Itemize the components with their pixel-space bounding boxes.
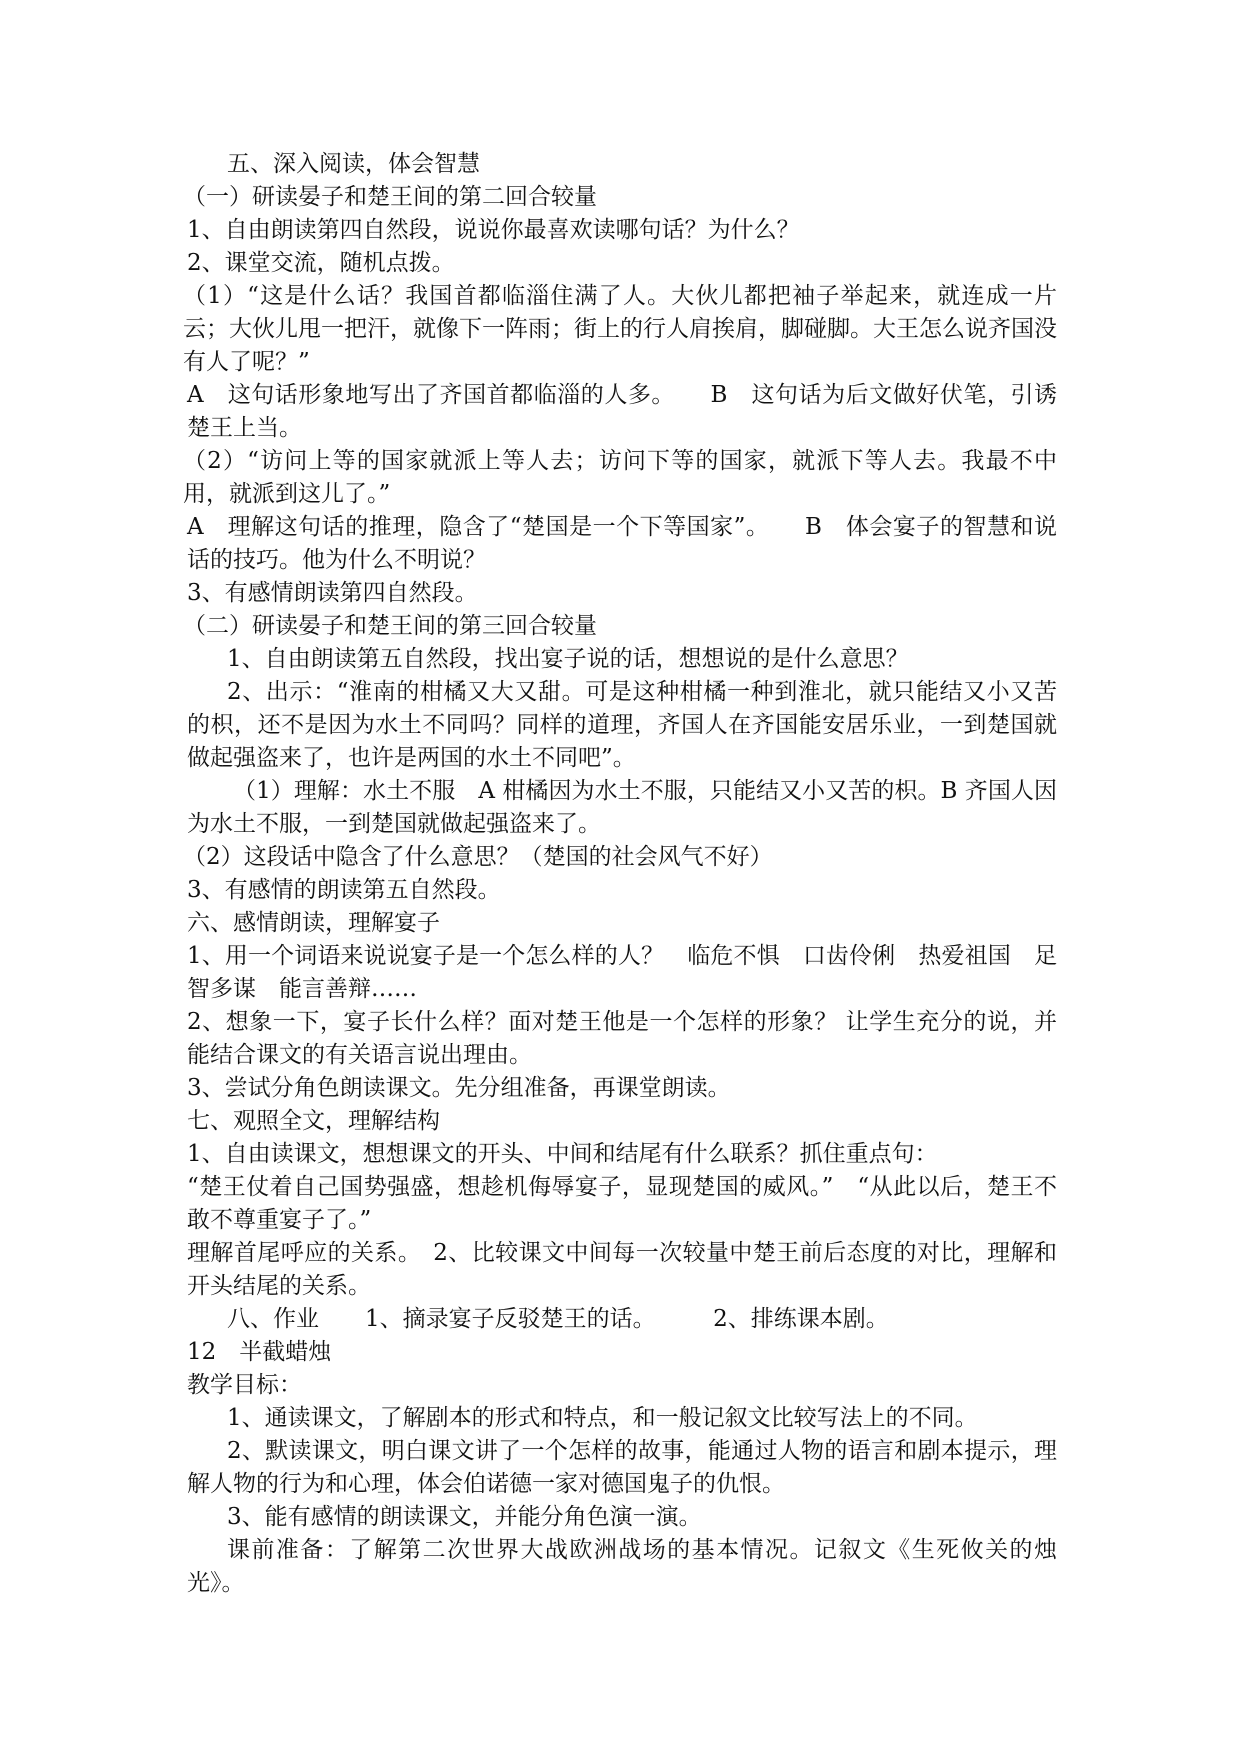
paragraph: “楚王仗着自己国势强盛，想趁机侮辱宴子，显现楚国的威风。” “从此以后，楚王不敢不尊重宴子了。” <box>187 1174 1057 1233</box>
section-eight-title: 八、作业 1、摘录宴子反驳楚王的话。 2、排练课本剧。 <box>227 1306 889 1332</box>
paragraph: 2、出示：“淮南的柑橘又大又甜。可是这种柑橘一种到淮北，就只能结又小又苦的枳，还不是因为水土不同吗？同样的道理，齐国人在齐国能安居乐业，一到楚国就做起强盗来了，也许是两国的水土不同吧”。 <box>187 679 1057 771</box>
paragraph: 1、用一个词语来说说宴子是一个怎么样的人？ 临危不惧 口齿伶俐 热爱祖国 足智多谋 能言善辩…… <box>187 943 1057 1002</box>
teaching-goals-label: 教学目标： <box>187 1372 302 1398</box>
paragraph: A 这句话形象地写出了齐国首都临淄的人多。 B 这句话为后文做好伏笔，引诱楚王上当。 <box>187 382 1057 441</box>
paragraph: 1、自由读课文，想想课文的开头、中间和结尾有什么联系？抓住重点句： <box>187 1141 938 1167</box>
paragraph: 理解首尾呼应的关系。 2、比较课文中间每一次较量中楚王前后态度的对比，理解和开头结尾的关系。 <box>187 1240 1057 1299</box>
section-six-title: 六、感情朗读，理解宴子 <box>187 910 440 936</box>
section-five-subtitle-one: （一）研读晏子和楚王间的第二回合较量 <box>183 184 597 210</box>
paragraph: 3、有感情的朗读第五自然段。 <box>187 877 501 903</box>
teaching-goal-item: 2、默读课文，明白课文讲了一个怎样的故事，能通过人物的语言和剧本提示，理解人物的行为和心理，体会伯诺德一家对德国鬼子的仇恨。 <box>187 1438 1057 1497</box>
paragraph: 2、课堂交流，随机点拨。 <box>187 250 455 276</box>
section-five-title: 五、深入阅读，体会智慧 <box>227 151 480 177</box>
paragraph: 3、尝试分角色朗读课文。先分组准备，再课堂朗读。 <box>187 1075 731 1101</box>
teaching-goal-item: 1、通读课文，了解剧本的形式和特点，和一般记叙文比较写法上的不同。 <box>227 1405 978 1431</box>
paragraph: （2）“访问上等的国家就派上等人去；访问下等的国家，就派下等人去。我最不中用，就派到这儿了。” <box>183 448 1057 507</box>
paragraph: （1）理解：水土不服 A 柑橘因为水土不服，只能结又小又苦的枳。B 齐国人因为水土不服，一到楚国就做起强盗来了。 <box>187 778 1057 837</box>
teaching-goal-item: 3、能有感情的朗读课文，并能分角色演一演。 <box>227 1504 702 1530</box>
section-five-subtitle-two: （二）研读晏子和楚王间的第三回合较量 <box>183 613 597 639</box>
paragraph: （1）“这是什么话？我国首都临淄住满了人。大伙儿都把袖子举起来，就连成一片云；大伙儿甩一把汗，就像下一阵雨；街上的行人肩挨肩，脚碰脚。大王怎么说齐国没有人了呢？” <box>183 283 1057 375</box>
paragraph: 1、自由朗读第五自然段，找出宴子说的话，想想说的是什么意思？ <box>227 646 909 672</box>
paragraph: 1、自由朗读第四自然段，说说你最喜欢读哪句话？为什么？ <box>187 217 800 243</box>
preparation-note: 课前准备：了解第二次世界大战欧洲战场的基本情况。记叙文《生死攸关的烛光》。 <box>187 1537 1057 1596</box>
paragraph: 2、想象一下，宴子长什么样？面对楚王他是一个怎样的形象？ 让学生充分的说，并能结合课文的有关语言说出理由。 <box>187 1009 1057 1068</box>
paragraph: 3、有感情朗读第四自然段。 <box>187 580 478 606</box>
lesson-twelve-title: 12 半截蜡烛 <box>187 1339 332 1365</box>
section-seven-title: 七、观照全文，理解结构 <box>187 1108 440 1134</box>
paragraph: （2）这段话中隐含了什么意思？（楚国的社会风气不好） <box>183 844 773 870</box>
document-body <box>183 148 1057 1600</box>
paragraph: A 理解这句话的推理，隐含了“楚国是一个下等国家”。 B 体会宴子的智慧和说话的技巧。他为什么不明说？ <box>187 514 1057 573</box>
